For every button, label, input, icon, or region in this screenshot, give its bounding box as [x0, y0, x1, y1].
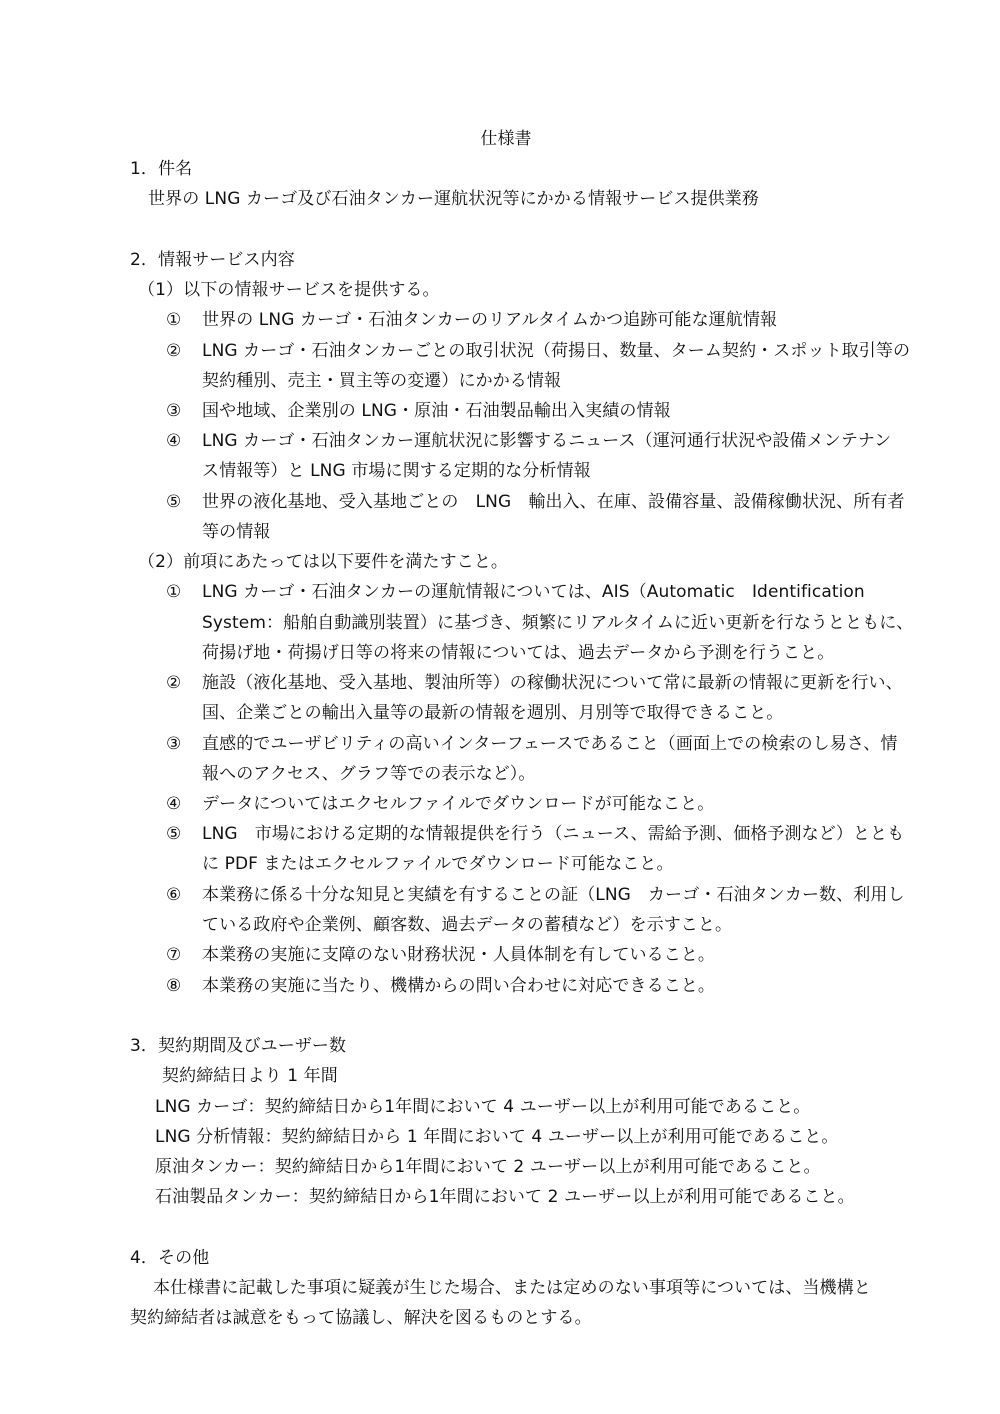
list-item-line: 本業務の実施に支障のない財務状況・人員体制を有していること。	[202, 945, 715, 965]
section-4-line: 本仕様書に記載した事項に疑義が生じた場合、または定めのない事項等については、当機構と	[153, 1278, 871, 1298]
list-item-marker: ③	[166, 734, 182, 754]
list-item-line: 世界の LNG カーゴ・石油タンカーのリアルタイムかつ追跡可能な運航情報	[202, 310, 778, 330]
list-item-marker: ⑧	[166, 976, 182, 996]
list-item-line: に PDF またはエクセルファイルでダウンロード可能なこと。	[202, 854, 674, 874]
list-item-marker: ②	[166, 673, 182, 693]
list-item-line: データについてはエクセルファイルでダウンロードが可能なこと。	[202, 794, 715, 814]
section-2-sub1-label: （1）以下の情報サービスを提供する。	[138, 280, 440, 300]
list-item-line: ている政府や企業例、顧客数、過去データの蓄積など）を示すこと。	[202, 915, 733, 935]
section-3-line: 原油タンカー：契約締結日から1年間において 2 ユーザー以上が利用可能であること。	[155, 1157, 821, 1177]
section-3-period: 契約締結日より 1 年間	[162, 1066, 338, 1086]
list-item-line: 国、企業ごとの輸出入量等の最新の情報を週別、月別等で取得できること。	[202, 703, 784, 723]
section-3-heading: 3．契約期間及びユーザー数	[130, 1036, 347, 1056]
list-item-line: 施設（液化基地、受入基地、製油所等）の稼働状況について常に最新の情報に更新を行い、	[202, 673, 903, 693]
list-item-line: 等の情報	[202, 522, 271, 542]
list-item-marker: ⑤	[166, 492, 182, 512]
section-3-line: LNG 分析情報：契約締結日から 1 年間において 4 ユーザー以上が利用可能であること。	[155, 1127, 839, 1147]
list-item-marker: ②	[166, 341, 182, 361]
list-item-line: 荷揚げ地・荷揚げ日等の将来の情報については、過去データから予測を行うこと。	[202, 643, 835, 663]
list-item-line: 国や地域、企業別の LNG・原油・石油製品輸出入実績の情報	[202, 401, 671, 421]
section-2-sub2-label: （2）前項にあたっては以下要件を満たすこと。	[138, 552, 509, 572]
section-4-line: 契約締結者は誠意をもって協議し、解決を図るものとする。	[130, 1308, 592, 1328]
list-item-marker: ④	[166, 431, 182, 451]
list-item-marker: ③	[166, 401, 182, 421]
section-2-heading: 2．情報サービス内容	[130, 250, 295, 270]
list-item-marker: ①	[166, 310, 182, 330]
section-1-body: 世界の LNG カーゴ及び石油タンカー運航状況等にかかる情報サービス提供業務	[148, 189, 759, 209]
list-item-line: System：船舶自動識別装置）に基づき、頻繁にリアルタイムに近い更新を行なうとともに、	[202, 613, 914, 633]
list-item-marker: ⑦	[166, 945, 182, 965]
list-item-line: 本業務の実施に当たり、機構からの問い合わせに対応できること。	[202, 976, 715, 996]
list-item-line: LNG カーゴ・石油タンカーの運航情報については、AIS（Automatic Identification	[202, 582, 865, 602]
section-3-line: LNG カーゴ：契約締結日から1年間において 4 ユーザー以上が利用可能であること。	[155, 1097, 811, 1117]
list-item-marker: ④	[166, 794, 182, 814]
list-item-line: 本業務に係る十分な知見と実績を有することの証（LNG カーゴ・石油タンカー数、利用し	[202, 885, 905, 905]
list-item-marker: ⑤	[166, 824, 182, 844]
section-4-heading: 4．その他	[130, 1248, 210, 1268]
list-item-marker: ①	[166, 582, 182, 602]
list-item-marker: ⑥	[166, 885, 182, 905]
document-title: 仕様書	[480, 129, 532, 149]
list-item-line: 世界の液化基地、受入基地ごとの LNG 輸出入、在庫、設備容量、設備稼働状況、所有者	[202, 492, 905, 512]
section-1-heading: 1．件名	[130, 159, 193, 179]
list-item-line: ス情報等）と LNG 市場に関する定期的な分析情報	[202, 461, 591, 481]
list-item-line: LNG カーゴ・石油タンカー運航状況に影響するニュース（運河通行状況や設備メンテナン	[202, 431, 892, 451]
list-item-line: LNG カーゴ・石油タンカーごとの取引状況（荷揚日、数量、ターム契約・スポット取引等の	[202, 341, 911, 361]
list-item-line: 契約種別、売主・買主等の変遷）にかかる情報	[202, 371, 562, 391]
list-item-line: 報へのアクセス、グラフ等での表示など）。	[202, 764, 536, 784]
list-item-line: LNG 市場における定期的な情報提供を行う（ニュース、需給予測、価格予測など）ととも	[202, 824, 905, 844]
list-item-line: 直感的でユーザビリティの高いインターフェースであること（画面上での検索のし易さ、情	[202, 734, 898, 754]
section-3-line: 石油製品タンカー：契約締結日から1年間において 2 ユーザー以上が利用可能であること。	[155, 1187, 855, 1207]
